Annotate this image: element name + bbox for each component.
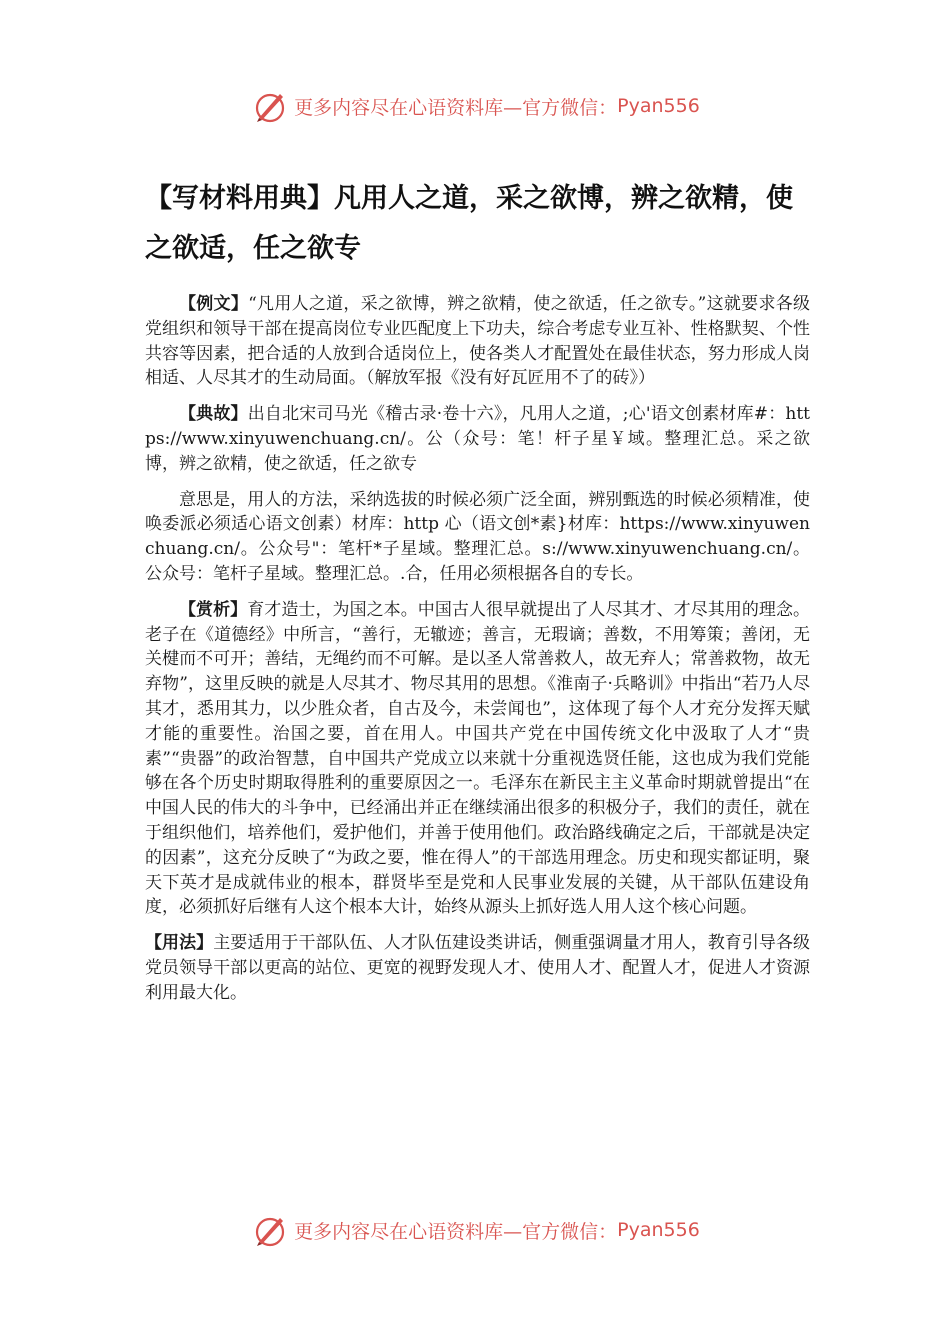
allusion-text: 出自北宋司马光《稽古录·卷十六》，凡用人之道，;心'语文创素材库#：https://www.xinyuwenchuang.cn/。公（众号：笔！杆子星￥域。整理汇总。采之欲博，辨之欲精，使之欲适，任之欲专 <box>145 404 810 474</box>
usage-text: 主要适用于干部队伍、人才队伍建设类讲话，侧重强调量才用人，教育引导各级党员领导干部以更高的站位、更宽的视野发现人才、使用人才、配置人才，促进人才资源利用最大化。 <box>145 933 811 1003</box>
banner-text: 更多内容尽在心语资料库—官方微信： <box>294 96 618 119</box>
usage-tag: 【用法】 <box>145 933 214 954</box>
usage-paragraph <box>145 931 810 1005</box>
example-tag: 【例文】 <box>179 294 249 314</box>
analysis-text: 育才造士，为国之本。中国古人很早就提出了人尽其才、才尽其用的理念。老子在《道德经》中所言，“善行，无辙迹；善言，无瑕谪；善数，不用筹策；善闭，无关楗而不可开；善结，无绳约而不可解。是以圣人常善救人，故无弃人；常善救物，故无弃物”，这里反映的就是人尽其才、物尽其用的思想。《淮南子·兵略训》中指出“若乃人尽其才，悉用其力，以少胜众者，自古及今，未尝闻也”，这体现了每个人才充分发挥天赋才能的重要性。治国之要，首在用人。中国共产党在中国传统文化中汲取了人才“贵素”“贵器”的政治智慧，自中国共产党成立以来就十分重视选贤任能，这也成为我们党能够在各个历史时期取得胜利的重要原因之一。毛泽东在新民主主义革命时期就曾提出“在中国人民的伟大的斗争中，已经涌出并正在继续涌出很多的积极分子，我们的责任，就在于组织他们，培养他们，爱护他们，并善于使用他们。政治路线确定之后，干部就是决定的因素”，这充分反映了“为政之要，惟在得人”的干部选用理念。历史和现实都证明，聚天下英才是成就伟业的根本，群贤毕至是党和人民事业发展的关键，从干部队伍建设角度，必须抓好后继有人这个根本大计，始终从源头上抓好选人用人这个核心问题。 <box>145 599 811 918</box>
article-title: 【写材料用典】凡用人之道，采之欲博，辨之欲精，使之欲适，任之欲专 <box>145 183 793 264</box>
analysis-paragraph <box>145 598 810 920</box>
article <box>145 174 810 1017</box>
pen-logo-icon <box>250 1210 290 1250</box>
allusion-tag: 【典故】 <box>179 404 248 425</box>
example-paragraph <box>145 292 810 391</box>
banner-wechat-id: Pyan556 <box>617 95 700 117</box>
meaning-paragraph <box>145 488 810 587</box>
example-text: “凡用人之道，采之欲博，辨之欲精，使之欲适，任之欲专。”这就要求各级党组织和领导干部在提高岗位专业匹配度上下功夫，综合考虑专业互补、性格默契、个性共容等因素，把合适的人放到合适岗位上，使各类人才配置处在最佳状态，努力形成人岗相适、人尽其才的生动局面。（解放军报《没有好瓦匠用不了的砖》） <box>145 294 810 389</box>
footer-banner <box>0 1210 950 1250</box>
allusion-paragraph <box>145 402 810 476</box>
footer-banner-text: 更多内容尽在心语资料库—官方微信： <box>294 1220 618 1243</box>
analysis-tag: 【赏析】 <box>179 599 248 620</box>
header-banner <box>0 86 950 126</box>
pen-logo-icon <box>250 86 290 126</box>
footer-banner-wechat-id: Pyan556 <box>617 1219 700 1241</box>
meaning-text: 意思是，用人的方法，采纳选拔的时候必须广泛全面，辨别甄选的时候必须精准，使唤委派必须适心语文创素）材库：http 心（语文创*素}材库：https://www.xinyuwenchuang.cn/。公众号"：笔杆*子星域。整理汇总。s://www.xinyuwenchuang.cn/。公众号：笔杆子星域。整理汇总。.合，任用必须根据各自的专长。 <box>145 489 810 584</box>
